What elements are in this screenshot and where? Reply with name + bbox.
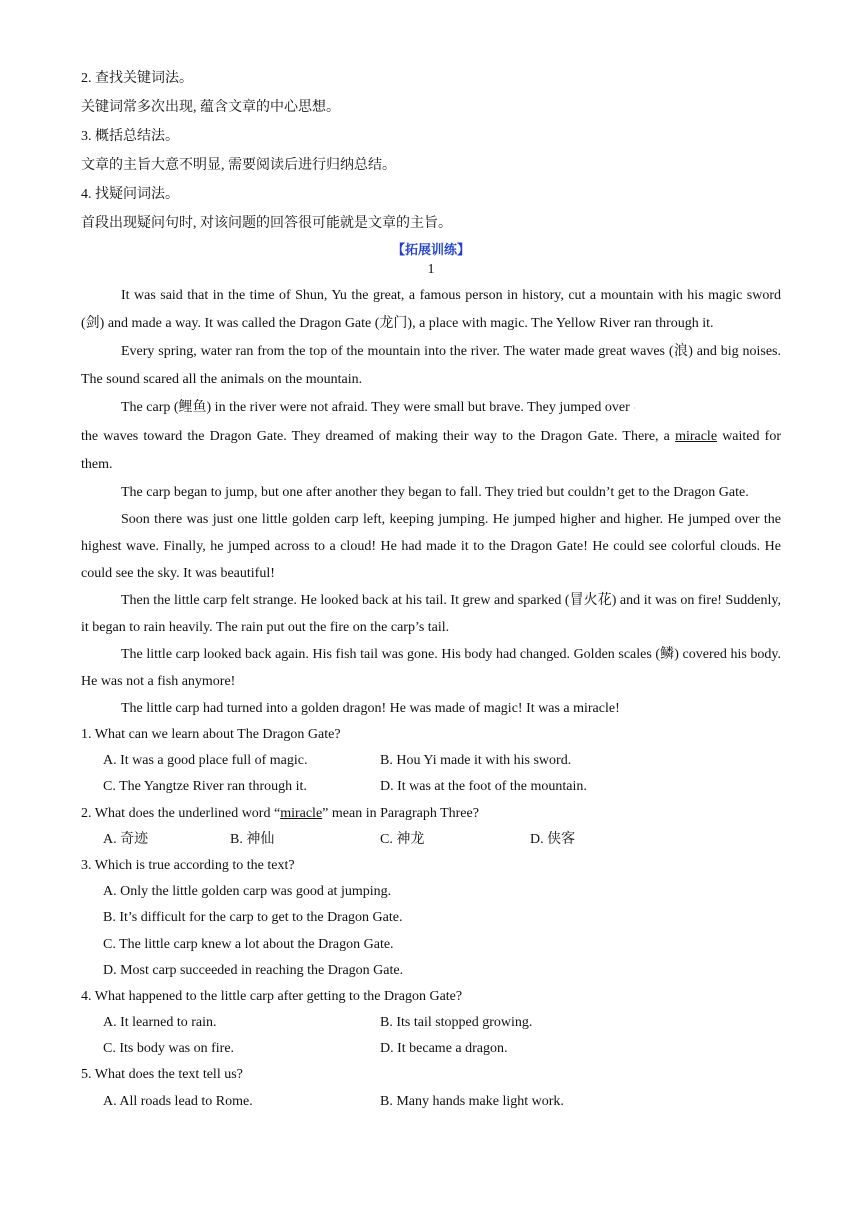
paragraph-5: Soon there was just one little golden carp left, keeping jumping. He jumped higher and higher. He jumped over the highest wave. Finally, he jumped across to a cloud! He had made it to the Dragon Gate! He could see colorful clouds. He could see the sky. It was beautiful!	[81, 512, 781, 581]
paragraph-2: Every spring, water ran from the top of the mountain into the river. The water made great waves (浪) and big noises. The sound scared all the animals on the mountain.	[81, 344, 781, 387]
paragraph-3-continued	[81, 423, 781, 479]
method-2-text: 关键词常多次出现, 蕴含文章的中心思想。	[81, 100, 340, 115]
question-1-stem: 1. What can we learn about The Dragon Gate?	[81, 727, 341, 742]
underlined-word-miracle: miracle	[675, 429, 718, 444]
paragraph-3-first-line: The carp (鲤鱼) in the river were not afraid. They were small but brave. They jumped over	[121, 400, 630, 415]
paragraph-1: It was said that in the time of Shun, Yu the great, a famous person in history, cut a mountain with his magic sword (剑) and made a way. It was called the Dragon Gate (龙门), a place with magic. The Yellow River ran through it.	[81, 288, 781, 331]
question-4-options-row-2	[81, 1036, 781, 1062]
paragraph-8: The little carp had turned into a golden dragon! He was made of magic! It was a miracle!	[121, 701, 620, 716]
question-4-stem: 4. What happened to the little carp after getting to the Dragon Gate?	[81, 988, 463, 1004]
question-3-option-a[interactable]: A. Only the little golden carp was good at jumping.	[103, 884, 392, 900]
paragraph-3-text-a: the waves toward the Dragon Gate. They dreamed of making their way to the Dragon Gate. There, a	[81, 429, 676, 444]
method-3-text: 文章的主旨大意不明显, 需要阅读后进行归纳总结。	[81, 158, 396, 173]
document-content	[81, 64, 781, 1115]
question-3-option-d[interactable]: D. Most carp succeeded in reaching the Dragon Gate.	[103, 962, 404, 978]
question-1-option-d[interactable]: D. It was at the foot of the mountain.	[380, 779, 587, 795]
question-2-stem	[81, 801, 781, 827]
question-2-stem-a: 2. What does the underlined word “	[81, 805, 281, 821]
question-2-option-d[interactable]: D. 侠客	[530, 831, 576, 847]
paragraph-7: The little carp looked back again. His fish tail was gone. His body had changed. Golden scales (鳞) covered his body. He was not a fish anymore!	[81, 647, 781, 689]
question-5-stem: 5. What does the text tell us?	[81, 1067, 243, 1083]
method-2-heading: 2. 查找关键词法。	[81, 71, 193, 86]
question-5-option-a[interactable]: A. All roads lead to Rome.	[103, 1093, 253, 1109]
paragraph-4: The carp began to jump, but one after another they began to fall. They tried but couldn’t get to the Dragon Gate.	[121, 485, 749, 500]
passage-number: 1	[427, 262, 435, 277]
question-3-stem: 3. Which is true according to the text?	[81, 857, 295, 873]
question-2-underlined-word: miracle	[280, 805, 323, 821]
question-1-option-a[interactable]: A. It was a good place full of magic.	[103, 753, 308, 769]
question-1-option-b[interactable]: B. Hou Yi made it with his sword.	[380, 753, 572, 769]
question-4-options-row-1	[81, 1010, 781, 1036]
question-2-option-b[interactable]: B. 神仙	[230, 831, 275, 847]
method-4-text: 首段出现疑问句时, 对该问题的回答很可能就是文章的主旨。	[81, 216, 452, 231]
question-4-option-b[interactable]: B. Its tail stopped growing.	[380, 1015, 533, 1031]
question-2-option-c[interactable]: C. 神龙	[380, 831, 425, 847]
method-3-heading: 3. 概括总结法。	[81, 129, 179, 144]
question-4-option-d[interactable]: D. It became a dragon.	[380, 1041, 508, 1057]
question-3-option-b[interactable]: B. It’s difficult for the carp to get to the Dragon Gate.	[103, 910, 403, 926]
question-5-options-row-1	[81, 1089, 781, 1115]
question-2-stem-b: ” mean in Paragraph Three?	[322, 805, 479, 821]
section-title: 【拓展训练】	[391, 243, 470, 258]
question-3-option-c[interactable]: C. The little carp knew a lot about the Dragon Gate.	[103, 936, 394, 952]
paragraph-3-line-1	[81, 394, 781, 423]
question-5-option-b[interactable]: B. Many hands make light work.	[380, 1093, 564, 1109]
question-4-option-c[interactable]: C. Its body was on fire.	[103, 1041, 235, 1057]
question-2-option-a[interactable]: A. 奇迹	[103, 831, 149, 847]
paragraph-3-text-b: waited for them.	[81, 429, 781, 472]
question-1-options-row-2	[81, 774, 781, 800]
paragraph-6: Then the little carp felt strange. He looked back at his tail. It grew and sparked (冒火花) and it was on fire! Suddenly, it began to rain heavily. The rain put out the fire on the carp’s tail.	[81, 593, 781, 635]
line-break-mark: ·	[633, 404, 636, 413]
question-1-option-c[interactable]: C. The Yangtze River ran through it.	[103, 779, 307, 795]
method-4-heading: 4. 找疑问词法。	[81, 187, 179, 202]
question-2-options-row	[81, 827, 781, 853]
question-4-option-a[interactable]: A. It learned to rain.	[103, 1015, 217, 1031]
question-1-options-row-1	[81, 748, 781, 774]
